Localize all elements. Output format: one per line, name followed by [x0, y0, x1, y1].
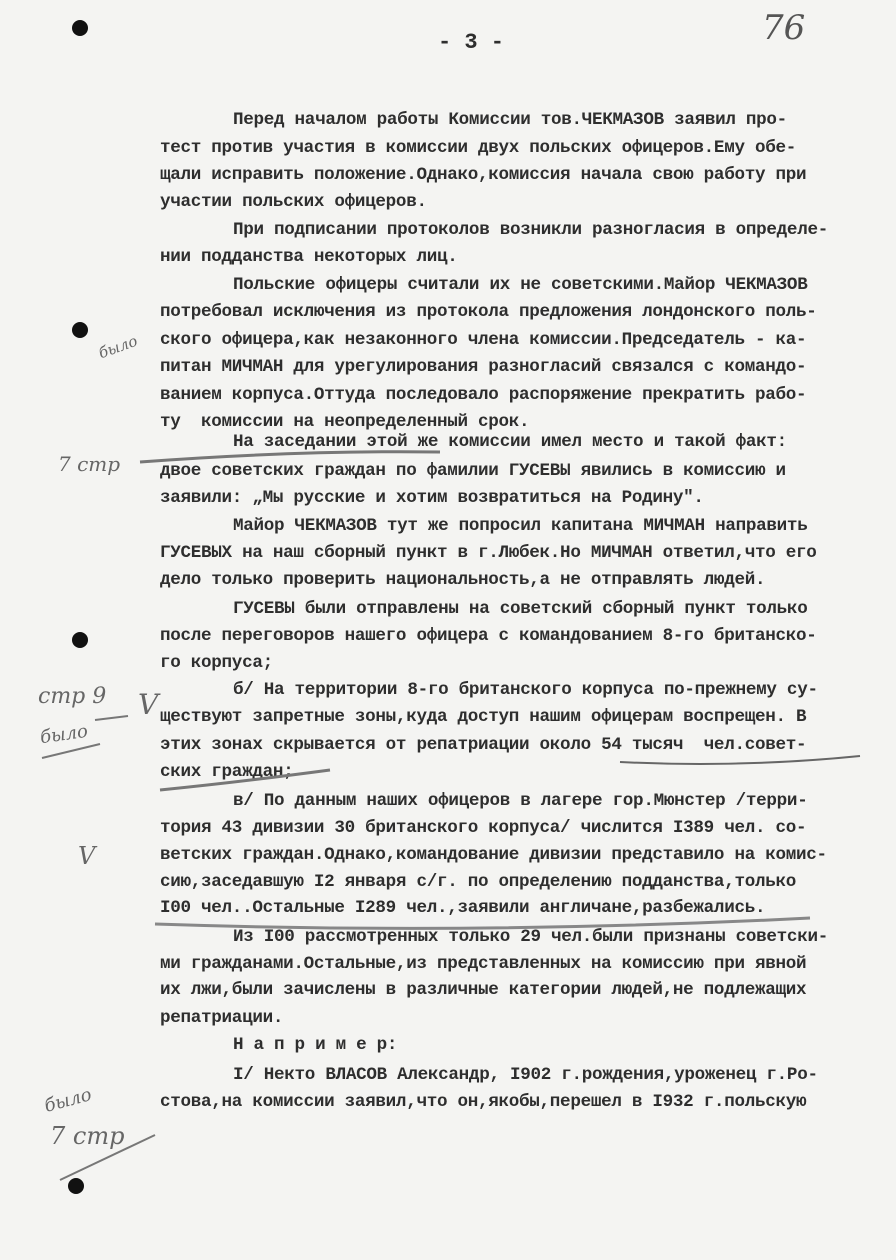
- text-line: в/ По данным наших офицеров в лагере гор.Мюнстер /терри-: [233, 791, 808, 811]
- text-line: заявили: „Мы русские и хотим возвратиться на Родину".: [160, 488, 704, 508]
- margin-note: стр 9: [38, 684, 107, 709]
- text-line: ГУСЕВЫ были отправлены на советский сборный пункт только: [233, 599, 808, 619]
- text-line: ских граждан;: [160, 762, 294, 782]
- margin-note: было: [42, 1084, 94, 1117]
- punch-hole: [72, 632, 88, 648]
- archive-page-number: 76: [762, 8, 806, 48]
- text-line: ского офицера,как незаконного члена комиссии.Председатель - ка-: [160, 330, 807, 350]
- check-mark: V: [78, 842, 96, 870]
- punch-hole: [72, 322, 88, 338]
- text-line: участии польских офицеров.: [160, 192, 427, 212]
- text-line: ту комиссии на неопределенный срок.: [160, 412, 530, 432]
- punch-hole: [72, 20, 88, 36]
- text-line: их лжи,были зачислены в различные категории людей,не подлежащих: [160, 980, 807, 1000]
- punch-hole: [68, 1178, 84, 1194]
- text-line: Польские офицеры считали их не советскими.Майор ЧЕКМАЗОВ: [233, 275, 808, 295]
- text-line: тест против участия в комиссии двух польских офицеров.Ему обе-: [160, 138, 796, 158]
- margin-note: было: [38, 720, 90, 749]
- text-line: ванием корпуса.Оттуда последовало распоряжение прекратить рабо-: [160, 385, 807, 405]
- check-mark: V: [138, 688, 159, 721]
- page-number: - 3 -: [438, 30, 505, 55]
- text-line: Из I00 рассмотренных только 29 чел.были признаны советски-: [233, 927, 828, 947]
- margin-note: 7 стр: [50, 1122, 125, 1150]
- text-line: после переговоров нашего офицера с командованием 8-го британско-: [160, 626, 817, 646]
- text-line: сию,заседавшую I2 января с/г. по определению подданства,только: [160, 872, 796, 892]
- text-line: ми гражданами.Остальные,из представленных на комиссию при явной: [160, 954, 807, 974]
- text-line: На заседании этой же комиссии имел место и такой факт:: [233, 432, 787, 452]
- text-line: го корпуса;: [160, 653, 273, 673]
- text-line: дело только проверить национальность,а не отправлять людей.: [160, 570, 766, 590]
- underline-mark: [620, 756, 860, 764]
- text-line: Н а п р и м е р:: [233, 1035, 398, 1055]
- text-line: ществуют запретные зоны,куда доступ нашим офицерам воспрещен. В: [160, 707, 807, 727]
- margin-note: 7 стр: [58, 452, 121, 476]
- text-line: репатриации.: [160, 1008, 284, 1028]
- text-line: потребовал исключения из протокола предложения лондонского поль-: [160, 302, 817, 322]
- text-line: этих зонах скрывается от репатриации около 54 тысяч чел.совет-: [160, 735, 807, 755]
- text-line: тория 43 дивизии 30 британского корпуса/ числится I389 чел. со-: [160, 818, 807, 838]
- text-line: б/ На территории 8-го британского корпуса по-прежнему су-: [233, 680, 818, 700]
- text-line: Майор ЧЕКМАЗОВ тут же попросил капитана МИЧМАН направить: [233, 516, 808, 536]
- text-line: питан МИЧМАН для урегулирования разногласий связался с командо-: [160, 357, 807, 377]
- text-line: I/ Некто ВЛАСОВ Александр, I902 г.рождения,уроженец г.Ро-: [233, 1065, 818, 1085]
- text-line: щали исправить положение.Однако,комиссия начала свою работу при: [160, 165, 807, 185]
- text-line: двое советских граждан по фамилии ГУСЕВЫ явились в комиссию и: [160, 461, 786, 481]
- text-line: стова,на комиссии заявил,что он,якобы,перешел в I932 г.польскую: [160, 1092, 807, 1112]
- underline-mark: [95, 716, 128, 720]
- text-line: ветских граждан.Однако,командование дивизии представило на комис-: [160, 845, 827, 865]
- text-line: I00 чел..Остальные I289 чел.,заявили англичане,разбежались.: [160, 898, 766, 918]
- text-line: Перед началом работы Комиссии тов.ЧЕКМАЗОВ заявил про-: [233, 110, 787, 130]
- text-line: ГУСЕВЫХ на наш сборный пункт в г.Любек.Но МИЧМАН ответил,что его: [160, 543, 817, 563]
- text-line: нии подданства некоторых лиц.: [160, 247, 458, 267]
- margin-note: было: [96, 331, 140, 363]
- text-line: При подписании протоколов возникли разногласия в определе-: [233, 220, 828, 240]
